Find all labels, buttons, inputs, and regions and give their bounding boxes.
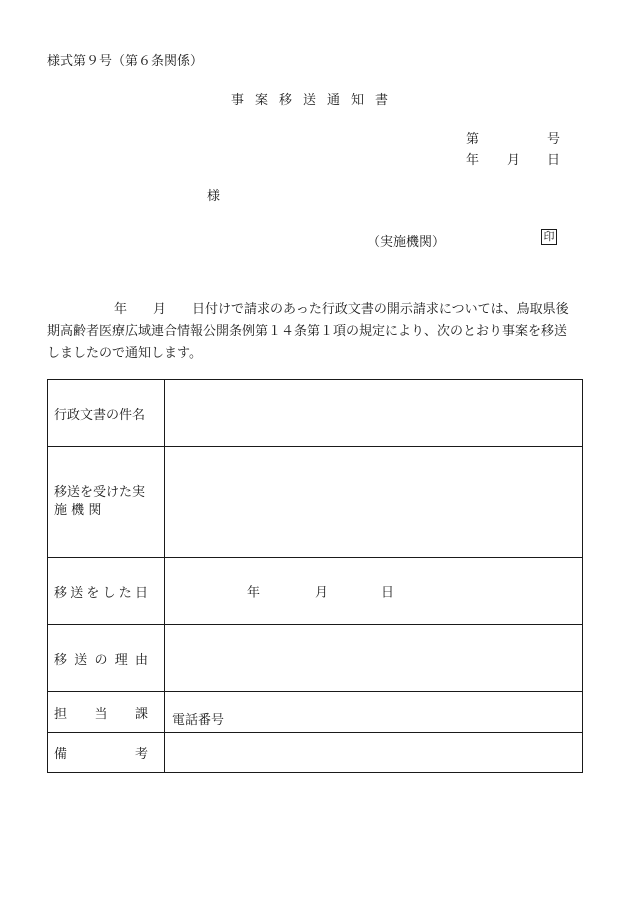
remarks-label	[48, 733, 165, 773]
issue-date-day: 日	[547, 153, 561, 168]
transfer-details-table	[47, 379, 583, 773]
phone-number-label: 電話番号	[172, 713, 225, 728]
document-title: 事案移送通知書	[230, 93, 399, 108]
transfer-date-label	[48, 558, 165, 625]
issue-date-year: 年	[466, 153, 480, 168]
label-char: た	[118, 585, 132, 601]
department-field[interactable]	[165, 692, 583, 733]
issue-date-month: 月	[507, 153, 521, 168]
table-row-department	[48, 692, 583, 733]
department-label	[48, 692, 165, 733]
label-char: を	[86, 585, 100, 601]
transfer-date-field[interactable]	[165, 558, 583, 625]
notice-body	[47, 299, 587, 365]
notice-body-line-3: しましたので通知します。	[47, 346, 202, 361]
table-row-transfer-date	[48, 558, 583, 625]
label-char: 送	[70, 585, 84, 601]
label-char: 由	[134, 652, 148, 668]
receiving-agency-label-line-2	[54, 502, 148, 520]
receiving-agency-label	[48, 447, 165, 558]
label-char: 理	[114, 652, 128, 668]
receiving-agency-field[interactable]	[165, 447, 583, 558]
label-char: 備	[54, 747, 68, 762]
transfer-date-day: 日	[381, 585, 395, 601]
label-char: 移	[54, 585, 68, 601]
label-char: 担	[54, 706, 68, 722]
table-row-reason	[48, 625, 583, 692]
label-char: 送	[74, 652, 88, 668]
table-row-document-name	[48, 380, 583, 447]
reason-label	[48, 625, 165, 692]
addressee-honorific: 様	[207, 189, 221, 204]
label-char: 移	[54, 652, 68, 668]
seal-stamp: 印	[541, 229, 557, 245]
label-char: の	[94, 652, 108, 668]
label-char: 日	[134, 585, 148, 601]
reference-number-prefix: 第	[466, 132, 480, 147]
label-char: 当	[94, 706, 108, 722]
remarks-field[interactable]	[165, 733, 583, 773]
document-name-label: 行政文書の件名	[48, 380, 165, 447]
table-row-receiving-agency	[48, 447, 583, 558]
sender-agency: （実施機関）	[367, 235, 446, 250]
form-number: 様式第９号（第６条関係）	[47, 54, 204, 69]
label-char: 機	[71, 503, 85, 518]
table-row-remarks	[48, 733, 583, 773]
document-name-field[interactable]	[165, 380, 583, 447]
label-char: し	[102, 585, 116, 601]
notice-body-line-2: 期高齢者医療広域連合情報公開条例第１４条第１項の規定により、次のとおり事案を移送	[47, 324, 568, 339]
transfer-date-year: 年	[247, 585, 261, 601]
receiving-agency-label-line-1: 移送を受けた実	[54, 485, 146, 500]
transfer-date-month: 月	[315, 585, 329, 601]
reference-number-suffix: 号	[547, 132, 561, 147]
label-char: 関	[88, 503, 102, 518]
label-char: 考	[134, 747, 148, 762]
notice-body-line-1: 年 月 日付けで請求のあった行政文書の開示請求については、鳥取県後	[114, 302, 569, 317]
label-char: 施	[54, 503, 68, 518]
label-char: 課	[134, 706, 148, 722]
reason-field[interactable]	[165, 625, 583, 692]
